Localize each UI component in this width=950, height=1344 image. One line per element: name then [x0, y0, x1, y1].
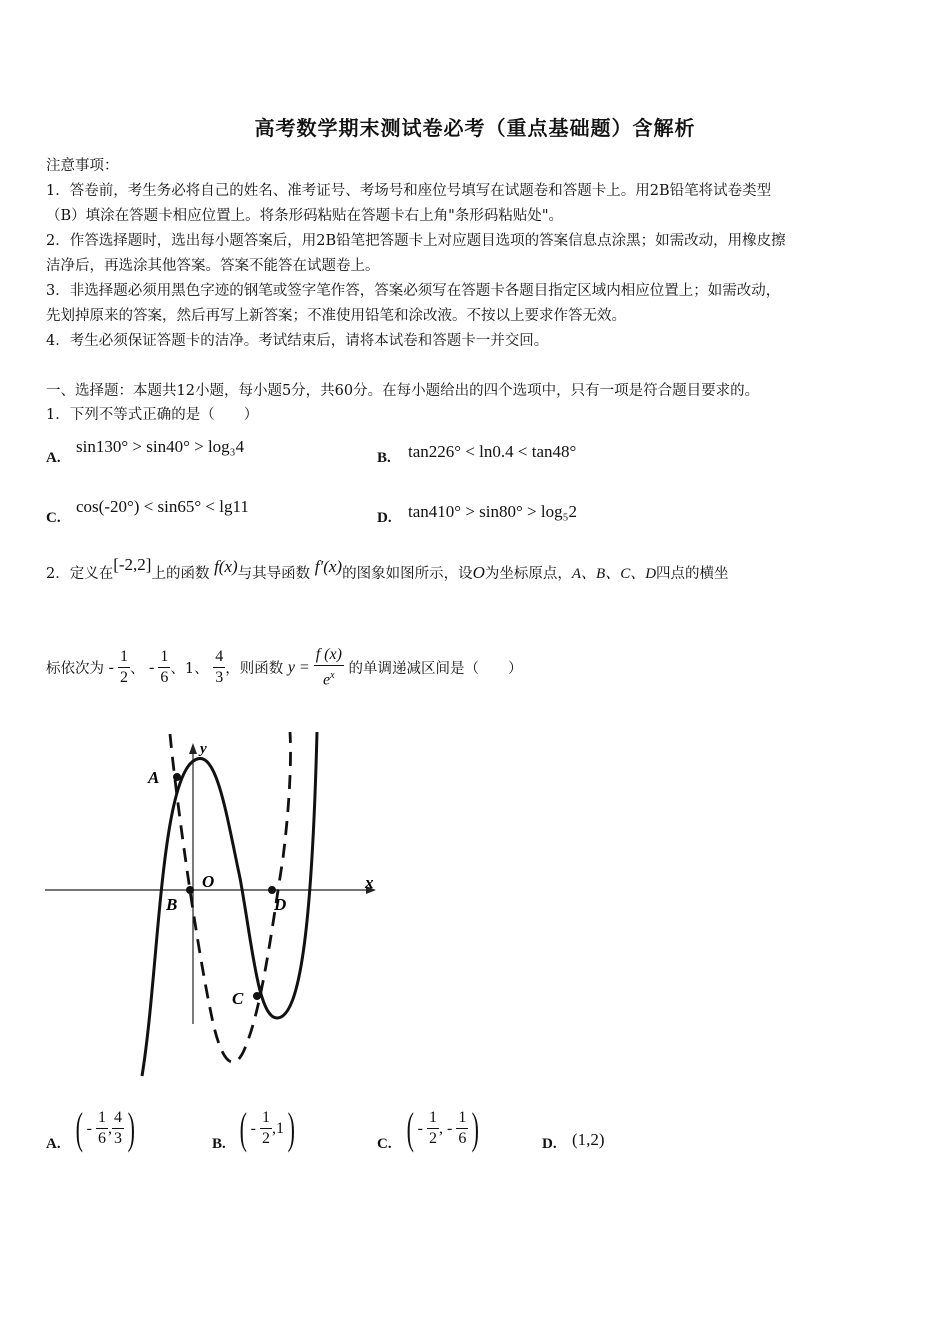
q2-option-b-letter[interactable]: B. — [212, 1136, 226, 1152]
label-b: B — [166, 895, 178, 914]
q1-option-d-expr: tan410° > sin80° > log₅2 — [408, 502, 578, 521]
notice-line: 4．考生必须保证答题卡的洁净。考试结束后，请将本试卷和答题卡一并交回。 — [46, 333, 549, 349]
label-o: O — [202, 872, 215, 891]
label-d: D — [274, 895, 287, 914]
point-b — [186, 886, 194, 894]
section-heading: 一、选择题：本题共12小题，每小题5分，共60分。在每小题给出的四个选项中，只有一项是符合题目要求的。 — [46, 383, 760, 399]
q2-option-a-letter[interactable]: A. — [46, 1136, 61, 1152]
function-graph — [40, 728, 390, 1078]
q1-option-b-letter[interactable]: B. — [377, 450, 391, 466]
q2-option-c-expr: ( - $\frac{1}{2}$ , - $\frac{1}{6}$ ) — [406, 1103, 480, 1153]
q1-option-c-letter[interactable]: C. — [46, 510, 61, 526]
notice-heading: 注意事项： — [46, 158, 119, 174]
q1-option-a-letter[interactable]: A. — [46, 450, 61, 466]
q2-option-c-letter[interactable]: C. — [377, 1136, 392, 1152]
q2-option-d-expr: (1,2) — [572, 1130, 605, 1149]
page-title: 高考数学期末测试卷必考（重点基础题）含解析 — [254, 116, 696, 140]
notice-line: 1．答卷前，考生务必将自己的姓名、准考证号、考场号和座位号填写在试题卷和答题卡上。用2B铅笔将试卷类型 — [46, 183, 772, 199]
q1-option-a-expr: sin130° > sin40° > log₃4 — [76, 437, 245, 456]
point-c — [253, 992, 261, 1000]
notice-line: 3．非选择题必须用黑色字迹的钢笔或签字笔作答，答案必须写在答题卡各题目指定区域内相应位置上；如需改动， — [46, 283, 781, 299]
label-a: A — [148, 768, 160, 787]
q2-option-a-expr: ( - $\frac{1}{6}$ , $\frac{4}{3}$ ) — [75, 1103, 135, 1153]
question-1-stem: 1．下列不等式正确的是（ ） — [46, 407, 259, 423]
label-x: x — [365, 873, 374, 892]
notice-line: 先划掉原来的答案，然后再写上新答案；不准使用铅笔和涂改液。不按以上要求作答无效。 — [46, 308, 626, 324]
point-a — [173, 773, 181, 781]
q2-option-d-letter[interactable]: D. — [542, 1136, 557, 1152]
label-y: y — [200, 741, 207, 757]
q2-option-b-expr: ( - $\frac{1}{2}$ ,1) — [239, 1103, 295, 1153]
f-prime-curve — [170, 732, 291, 1062]
q1-option-d-letter[interactable]: D. — [377, 510, 392, 526]
notice-line: 洁净后，再选涂其他答案。答案不能答在试题卷上。 — [46, 258, 380, 274]
point-d — [268, 886, 276, 894]
question-2-stem-line-1: 2．定义在[-2,2]上的函数 f(x)与其导函数 f′(x)的图象如图所示，设O为坐标原点，A、B、C、D四点的横坐 — [46, 555, 729, 582]
notice-line: 2．作答选择题时，选出每小题答案后，用2B铅笔把答题卡上对应题目选项的答案信息点涂黑；如需改动，用橡皮擦 — [46, 233, 786, 249]
q1-option-c-expr: cos(-20°) < sin65° < lg11 — [76, 497, 249, 516]
y-axis-arrow — [189, 743, 197, 754]
q1-option-b-expr: tan226° < ln0.4 < tan48° — [408, 442, 577, 461]
notice-line: （B）填涂在答题卡相应位置上。将条形码粘贴在答题卡右上角"条形码粘贴处"。 — [46, 208, 563, 224]
question-2-stem-line-2: 标依次为 - $\frac{1}{2}$ 、 - $\frac{1}{6}$ 、1、 $\frac{4}{3}$ ，则函数 y = $\frac{f (x)}{e^x}$ 的单调递减区间是（ ） — [46, 646, 523, 689]
label-c: C — [232, 989, 244, 1008]
